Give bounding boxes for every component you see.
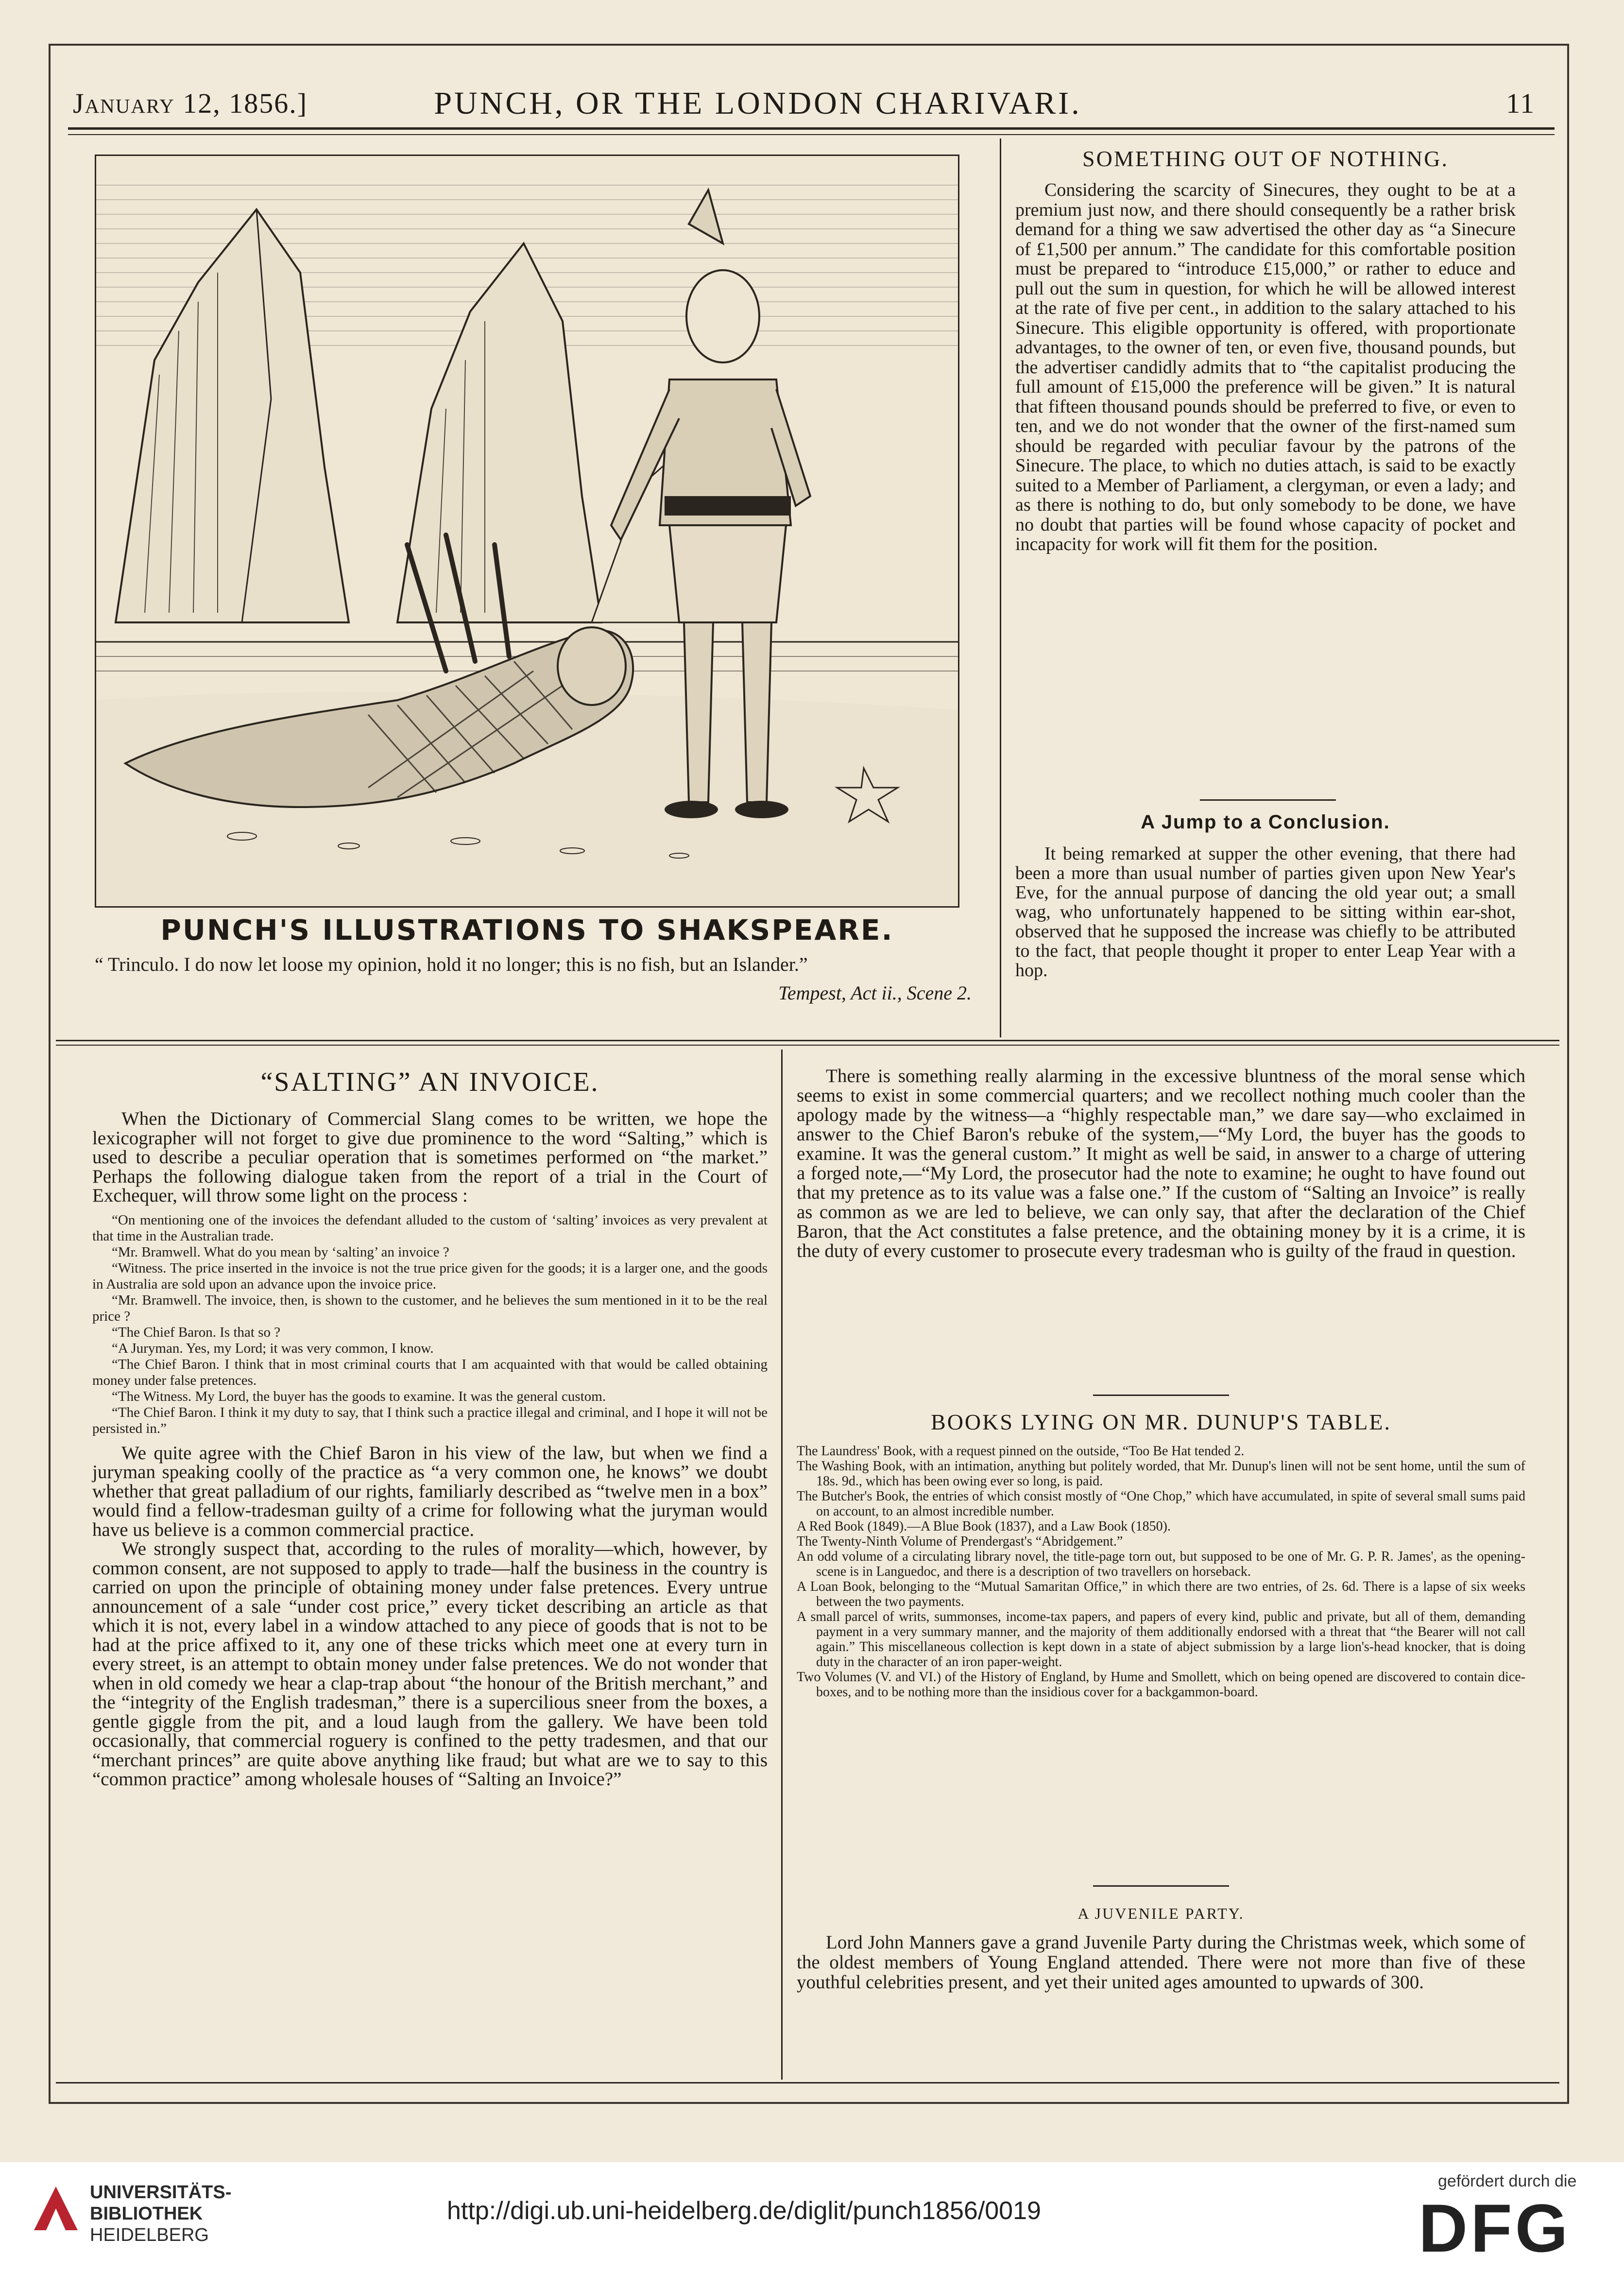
article-intro: When the Dictionary of Commercial Slang comes to be written, we hope the lexicographer will not forget to give due prominence to the word “Salting,” which is used to describe a peculiar operation that is sometimes performed on “the market.” Perhaps the following dialogue taken from the report of a trial in the Court of Exchequer, will throw some light on the process :	[92, 1108, 768, 1206]
article-body: Considering the scarcity of Sinecures, they ought to be at a premium just now, and there should consequently be a rather brisk demand for a thing we saw advertised the other day as “a Sinecure of £1,500 per annum.” The candidate for this comfortable position must be prepared to “introduce £15,000,” or rather to educe and pull out the sum in question, for which he will be allowed interest at the rate of five per cent., in addition to the salary attached to his Sinecure. This eligible opportunity is offered, with proportionate advantages, to the owner of ten, or even five, thousand pounds, but the advertiser candidly admits that to “the capitalist producing the full amount of £15,000 the preference will be given.” It is natural that fifteen thousand pounds should be preferred to five, or even to ten, and we do not wonder that the owner of the first-named sum should be regarded with peculiar favour by the patrons of the Sinecure. The place, to which no duties attach, is said to be exactly suited to a Member of Parliament, a clergyman, or even a lady; and as there is nothing to do, but only somebody to be done, we have no doubt that parties will be found whose capacity of pocket and incapacity for work will fit them for the position.	[1015, 180, 1516, 554]
article-title: BOOKS LYING ON MR. DUNUP'S TABLE.	[931, 1410, 1391, 1434]
dfg-logo: DFG	[1419, 2190, 1571, 2266]
column-divider-top	[1000, 138, 1001, 1037]
separator-rule	[1093, 1885, 1229, 1887]
book-item: The Laundress' Book, with a request pinned on the outside, “Too Be Hat tended 2.	[797, 1444, 1245, 1459]
header-title: PUNCH, OR THE LONDON CHARIVARI.	[434, 86, 1082, 121]
book-item: A Red Book (1849).—A Blue Book (1837), and a Law Book (1850).	[797, 1519, 1171, 1534]
dialogue-line: “A Juryman. Yes, my Lord; it was very common, I know.	[112, 1340, 434, 1356]
dialogue-line: “The Witness. My Lord, the buyer has the goods to examine. It was the general custom.	[112, 1388, 606, 1404]
article-salting	[92, 1067, 768, 1789]
article-paragraph: We quite agree with the Chief Baron in his view of the law, but when we find a juryman speaking coolly of the practice as “a very common one, he knows” we doubt whether that great palladium of our rights, familiarly described as “twelve men in a box” would find a fellow-tradesman guilty of a crime for following what the juryman would have us believe is a common commercial practice.	[92, 1442, 768, 1540]
dialogue-line: “On mentioning one of the invoices the defendant alluded to the custom of ‘salting’ invoices as very prevalent at that time in the Australian trade.	[92, 1212, 768, 1244]
library-line: UNIVERSITÄTS-	[90, 2182, 232, 2203]
article-body: It being remarked at supper the other evening, that there had been a more than usual number of parties given upon New Year's Eve, for the annual purpose of dancing the old year out; a small wag, who unfortunately happened to be sitting within ear-shot, observed that he supposed the increase was chiefly to be attributed to the fact, that people thought it proper to enter Leap Year with a hop.	[1015, 844, 1516, 981]
article-paragraph: There is something really alarming in the excessive bluntness of the moral sense which seems to exist in some commercial quarters; and we recollect nothing much cooler than the apology made by the witness—a “highly respectable man,” we dare say—who exclaimed in answer to the Chief Baron's rebuke of the system,—“My Lord, the buyer has the goods to examine. It was the general custom.” It might as well be said, in answer to a charge of uttering a forged note,—“My Lord, the prosecutor had the note to examine; he ought to have found out that my pretence as to its value was a false one.” If the custom of “Salting an Invoice” is really as common as we are led to believe, we can only say, that after the declaration of the Chief Baron, that the Act constitutes a false pretence, and the obtaining money by it is a crime, it is the duty of every customer to prosecute every tradesman who is guilty of the fraud in question.	[797, 1066, 1525, 1261]
article-jump	[1015, 811, 1516, 980]
separator-rule	[1093, 1395, 1229, 1396]
article-juvenile	[797, 1905, 1525, 1992]
library-name	[90, 2182, 231, 2246]
book-item: The Butcher's Book, the entries of which consist mostly of “One Chop,” which have accumulated, in spite of several small sums paid on account, to an almost incredible number.	[797, 1489, 1525, 1519]
header-rule	[68, 127, 1555, 130]
dialogue-line: “The Chief Baron. I think that in most criminal courts that I am acquainted with that would be called obtaining money under false pretences.	[92, 1356, 768, 1388]
book-item: A small parcel of writs, summonses, income-tax papers, and papers of every kind, public and private, but all of them, demanding payment in a very summary manner, and the majority of them additionally endorsed with a threat that “the Bearer will not call again.” This miscellaneous collection is kept down in a state of abject submission by a large lion's-head knocker, that is doing duty in the character of an iron paper-weight.	[797, 1609, 1525, 1670]
illustration-source: Tempest, Act ii., Scene 2.	[778, 982, 972, 1004]
book-item: Two Volumes (V. and VI.) of the History of England, by Hume and Smollett, which on being opened are discovered to contain dice-boxes, and to be nothing more than the insidious cover for a backgammon-board.	[797, 1670, 1525, 1700]
header-rule-thin	[68, 134, 1555, 135]
dialogue-line: “The Chief Baron. Is that so ?	[112, 1324, 281, 1340]
article-salting-continued	[797, 1067, 1525, 1261]
article-title: “SALTING” AN INVOICE.	[260, 1067, 599, 1097]
library-logo-icon	[29, 2182, 83, 2235]
article-sinecures	[1015, 146, 1516, 554]
article-books	[797, 1409, 1525, 1700]
header-date: January 12, 1856.]	[73, 87, 308, 119]
court-dialogue	[92, 1212, 768, 1437]
illustration-quote: “ Trinculo. I do now let loose my opinion, hold it no longer; this is no fish, but an Islander.”	[95, 953, 808, 975]
digital-url-link[interactable]: http://digi.ub.uni-heidelberg.de/diglit/punch1856/0019	[447, 2197, 1041, 2225]
footer-bar	[0, 2162, 1624, 2273]
book-item: The Twenty-Ninth Volume of Prendergast's “Abridgement.”	[797, 1534, 1123, 1549]
dialogue-line: “Witness. The price inserted in the invoice is not the true price given for the goods; it is a larger one, and the goods in Australia are sold upon an advance upon the invoice price.	[92, 1260, 768, 1292]
dialogue-line: “Mr. Bramwell. What do you mean by ‘salting’ an invoice ?	[112, 1244, 449, 1260]
article-body: Lord John Manners gave a grand Juvenile Party during the Christmas week, which some of the oldest members of Young England attended. There were not more than five of these youthful celebrities present, and yet their united ages amounted to upwards of 300.	[797, 1932, 1525, 1993]
column-divider-bottom	[781, 1050, 783, 2080]
cartoon-illustration	[95, 155, 959, 908]
bottom-rule	[56, 2082, 1559, 2084]
dialogue-line: “Mr. Bramwell. The invoice, then, is shown to the customer, and he believes the sum mentioned in it to be the real price ?	[92, 1292, 768, 1324]
dialogue-line: “The Chief Baron. I think it my duty to say, that I think such a practice illegal and criminal, and I hope it will not be persisted in.”	[92, 1404, 768, 1436]
section-rule-thin	[56, 1045, 1559, 1046]
article-paragraph: We strongly suspect that, according to the rules of morality—which, however, by common consent, are not supposed to apply to trade—half the business in the country is carried on upon the principle of obtaining money under false pretences. Every untrue announcement of a sale “under cost price,” every ticket describing an article as that which it is not, every label in a window attached to any piece of goods that is not to be had at the price affixed to it, any one of these tricks which meet one at every turn in every street, is an attempt to obtain money under false pretences. We do not wonder that when in old comedy we hear a clap-trap about “the honour of the British merchant,” and the “integrity of the English tradesman,” there is a supercilious sneer from the boxes, a gentle giggle from the pit, and a loud laugh from the gallery. We have been told occasionally, that commercial roguery is confined to the petty tradesmen, and that our “merchant princes” are quite above anything like fraud; but what are we to say to this “common practice” among wholesale houses of “Salting an Invoice?”	[92, 1538, 768, 1790]
illustration-title: PUNCH'S ILLUSTRATIONS TO SHAKSPEARE.	[160, 913, 894, 947]
article-title: A Jump to a Conclusion.	[1141, 811, 1390, 833]
book-item: The Washing Book, with an intimation, anything but politely worded, that Mr. Dunup's linen will not be sent home, until the sum of 18s. 9d., which has been owing ever so long, is paid.	[797, 1459, 1525, 1489]
library-line: HEIDELBERG	[90, 2225, 209, 2245]
library-line: BIBLIOTHEK	[90, 2204, 203, 2224]
separator-rule	[1200, 799, 1336, 801]
page-number: 11	[1506, 87, 1535, 119]
section-rule	[56, 1040, 1559, 1041]
funded-label: gefördert durch die	[1438, 2172, 1577, 2190]
article-title: A JUVENILE PARTY.	[1077, 1905, 1245, 1922]
book-item: A Loan Book, belonging to the “Mutual Samaritan Office,” in which there are two entries, of 2s. 6d. There is a lapse of six weeks between the two payments.	[797, 1579, 1525, 1609]
article-title: SOMETHING OUT OF NOTHING.	[1082, 146, 1449, 171]
book-item: An odd volume of a circulating library novel, the title-page torn out, but supposed to be one of Mr. G. P. R. James', as the opening-scene is in Languedoc, and there is a description of two travellers on horseback.	[797, 1549, 1525, 1579]
